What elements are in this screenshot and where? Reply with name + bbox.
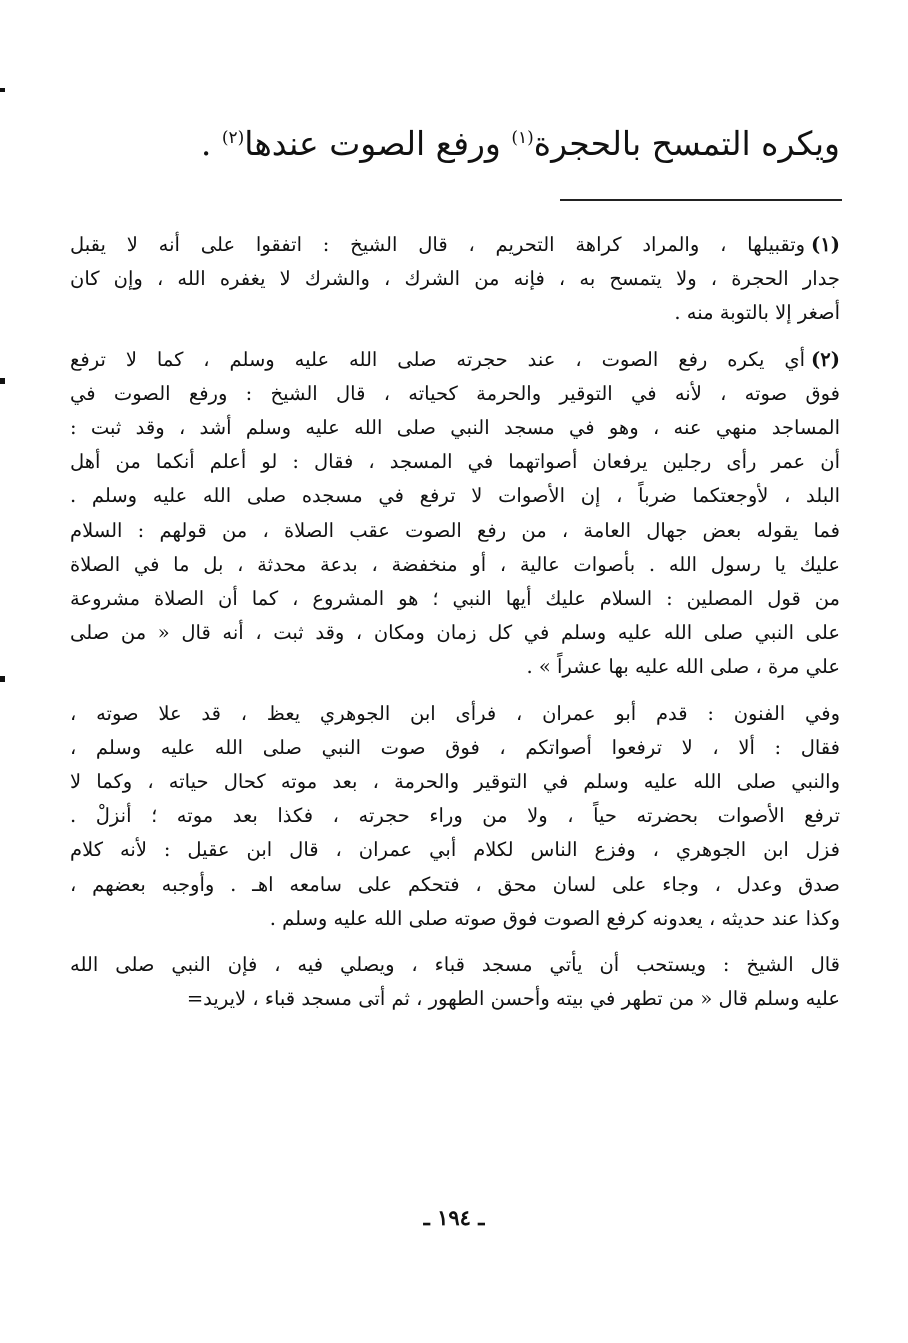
footnote-2-line: علي مرة ، صلى الله عليه بها عشراً » . [526, 655, 840, 679]
page-number: ـ ١٩٤ ـ [423, 1205, 485, 1230]
footnote-2-line: (٢)أي يكره رفع الصوت ، عند حجرته صلى الله عليه وسلم ، كما لا ترفع [70, 347, 840, 371]
main-text-end: . [200, 124, 222, 163]
footnotes-block [70, 228, 840, 1028]
footnote-2-line: من قول المصلين : السلام عليك أيها النبي ؛ هو المشروع ، كما أن الصلاة مشروعة [70, 587, 840, 611]
footnote-1 [70, 228, 840, 331]
footnote-2-line: عليك يا رسول الله . بأصوات عالية ، أو منخفضة ، بدعة محدثة ، بل ما في الصلاة [70, 552, 840, 576]
main-text-part-2: ورفع الصوت عندها [244, 124, 512, 163]
margin-mark [0, 88, 5, 92]
margin-mark [0, 676, 5, 682]
footnote-1-line: أصغر إلا بالتوبة منه . [674, 301, 840, 325]
paragraph-line: ترفع الأصوات بحضرته حياً ، ولا من وراء حجرته ، فكذا بعد موته ؛ أنزلْ . [70, 804, 840, 828]
footnote-2-marker: (٢) [811, 347, 840, 371]
footnote-1-line: جدار الحجرة ، ولا يتمسح به ، فإنه من الشرك ، والشرك لا يغفره الله ، وإن كان [70, 267, 840, 291]
footnote-2-line: فما يقوله بعض جهال العامة ، من رفع الصوت عقب الصلاة ، من قولهم : السلام [70, 518, 840, 542]
paragraph-line: فزل ابن الجوهري ، وفزع الناس لكلام أبي عمران ، قال ابن عقيل : لأنه كلام [70, 838, 840, 862]
footnote-paragraph-quba [70, 948, 840, 1016]
footnote-2-line: فوق صوته ، لأنه في التوقير والحرمة كحياته ، قال الشيخ : ورفع الصوت في [70, 381, 840, 405]
paragraph-line: صدق وعدل ، وجاء على لسان محق ، فتحكم على سامعه اهـ . وأوجبه بعضهم ، [70, 872, 840, 896]
paragraph-line: والنبي صلى الله عليه وسلم في التوقير والحرمة ، بعد موته كحال حياته ، وكما لا [70, 770, 840, 794]
footnote-1-line: (١)وتقبيلها ، والمراد كراهة التحريم ، قال الشيخ : اتفقوا على أنه لا يقبل [70, 233, 840, 256]
footnote-2-line: على النبي صلى الله عليه وسلم في كل زمان ومكان ، وقد ثبت ، أنه قال « من صلى [70, 621, 840, 645]
footnote-2-line: المساجد منهي عنه ، وهو في مسجد النبي صلى الله عليه وسلم أشد ، وقد ثبت : [70, 416, 840, 440]
paragraph-line: قال الشيخ : ويستحب أن يأتي مسجد قباء ، ويصلي فيه ، فإن النبي صلى الله [70, 953, 840, 977]
footnote-separator-rule [560, 199, 842, 201]
main-text-part-1: ويكره التمسح بالحجرة [533, 124, 840, 163]
footnote-1-marker: (١) [811, 233, 840, 256]
footnote-ref-1: (١) [511, 128, 534, 148]
footnote-2 [70, 343, 840, 685]
footnote-2-line: أن عمر رأى رجلين يرفعان أصواتهما في المسجد ، فقال : لو أعلم أنكما من أهل [70, 450, 840, 474]
paragraph-line: وفي الفنون : قدم أبو عمران ، فرأى ابن الجوهري يعظ ، قد علا صوته ، [70, 701, 840, 725]
footnote-paragraph-funun [70, 697, 840, 936]
paragraph-line: وكذا عند حديثه ، يعدونه كرفع الصوت فوق صوته صلى الله عليه وسلم . [269, 906, 840, 930]
footnote-2-line: البلد ، لأوجعتكما ضرباً ، إن الأصوات لا ترفع في مسجده صلى الله عليه وسلم . [70, 484, 840, 508]
footnote-ref-2: (٢) [221, 128, 245, 148]
margin-mark [0, 378, 5, 384]
paragraph-line: عليه وسلم قال « من تطهر في بيته وأحسن الطهور ، ثم أتى مسجد قباء ، لايريد= [186, 987, 840, 1011]
paragraph-line: فقال : ألا ، لا ترفعوا أصواتكم ، فوق صوت النبي صلى الله عليه وسلم ، [70, 735, 840, 759]
main-text-line [200, 118, 840, 170]
